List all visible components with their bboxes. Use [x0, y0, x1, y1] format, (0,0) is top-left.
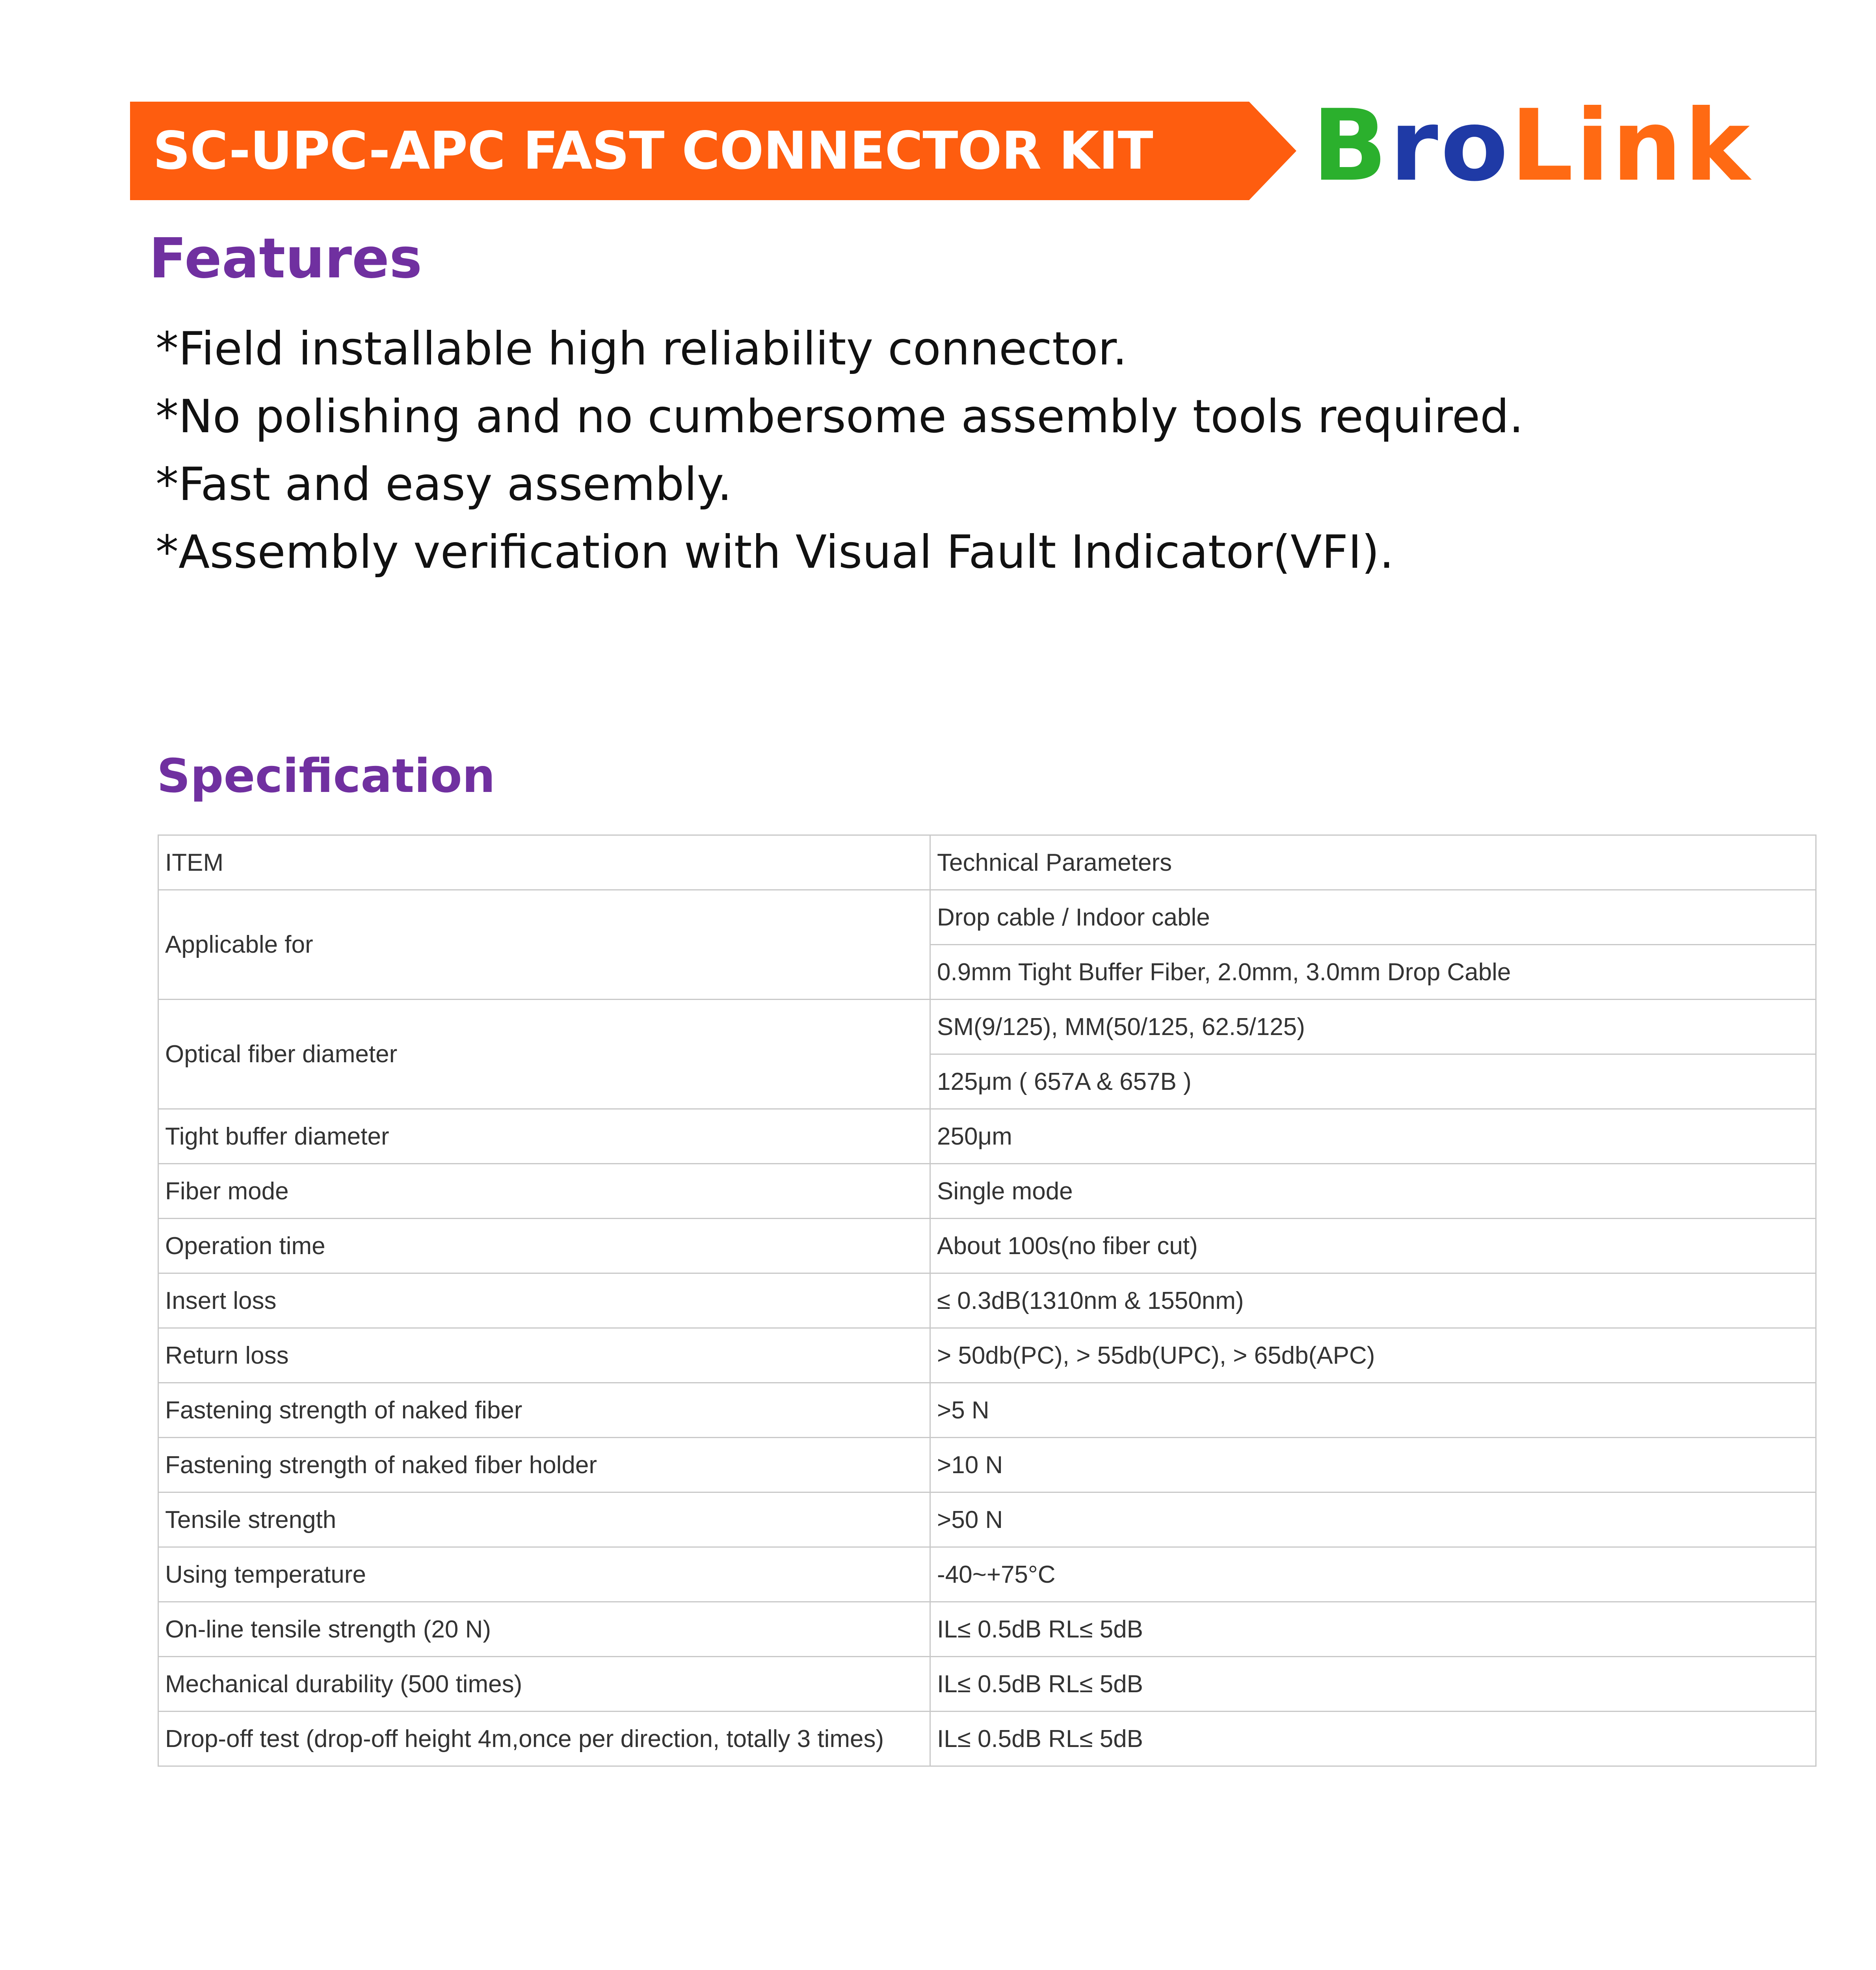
spec-item: Return loss	[158, 1328, 930, 1383]
spec-value: 0.9mm Tight Buffer Fiber, 2.0mm, 3.0mm Drop Cable	[930, 945, 1816, 1000]
table-row	[158, 1602, 1816, 1657]
feature-item: *Fast and easy assembly.	[156, 458, 732, 511]
spec-item: Optical fiber diameter	[158, 1000, 930, 1109]
table-row	[158, 1547, 1816, 1602]
features-heading: Features	[149, 227, 422, 291]
table-row	[158, 1219, 1816, 1273]
spec-value: 250μm	[930, 1109, 1816, 1164]
spec-item: Tensile strength	[158, 1492, 930, 1547]
spec-item: Using temperature	[158, 1547, 930, 1602]
spec-value: SM(9/125), MM(50/125, 62.5/125)	[930, 1000, 1816, 1054]
spec-value: >50 N	[930, 1492, 1816, 1547]
spec-item: Fiber mode	[158, 1164, 930, 1219]
spec-value: IL≤ 0.5dB RL≤ 5dB	[930, 1712, 1816, 1766]
table-row	[158, 1000, 1816, 1054]
spec-item: Operation time	[158, 1219, 930, 1273]
table-row	[158, 1383, 1816, 1438]
brolink-logo	[1312, 88, 1757, 203]
spec-value: Drop cable / Indoor cable	[930, 890, 1816, 945]
table-row	[158, 1712, 1816, 1766]
spec-value: ≤ 0.3dB(1310nm & 1550nm)	[930, 1273, 1816, 1328]
spec-value: >5 N	[930, 1383, 1816, 1438]
logo-wordmark: BroLink	[1312, 88, 1752, 203]
table-row	[158, 1438, 1816, 1492]
spec-value: -40~+75°C	[930, 1547, 1816, 1602]
spec-value: IL≤ 0.5dB RL≤ 5dB	[930, 1602, 1816, 1657]
table-row	[158, 1657, 1816, 1712]
features-list	[156, 315, 1524, 586]
spec-value: About 100s(no fiber cut)	[930, 1219, 1816, 1273]
spec-value: > 50db(PC), > 55db(UPC), > 65db(APC)	[930, 1328, 1816, 1383]
column-header-item: ITEM	[158, 835, 930, 890]
spec-value: IL≤ 0.5dB RL≤ 5dB	[930, 1657, 1816, 1712]
spec-item: Applicable for	[158, 890, 930, 1000]
column-header-parameters: Technical Parameters	[930, 835, 1816, 890]
table-row	[158, 1273, 1816, 1328]
specification-table	[158, 834, 1817, 1767]
spec-item: On-line tensile strength (20 N)	[158, 1602, 930, 1657]
table-row	[158, 1492, 1816, 1547]
spec-item: Fastening strength of naked fiber holder	[158, 1438, 930, 1492]
spec-value: Single mode	[930, 1164, 1816, 1219]
spec-item: Drop-off test (drop-off height 4m,once per direction, totally 3 times)	[158, 1712, 930, 1766]
table-header-row	[158, 835, 1816, 890]
table-row	[158, 1164, 1816, 1219]
spec-item: Fastening strength of naked fiber	[158, 1383, 930, 1438]
table-row	[158, 1109, 1816, 1164]
table-row	[158, 890, 1816, 945]
document-title: SC-UPC-APC FAST CONNECTOR KIT	[153, 121, 1153, 181]
feature-item: *Assembly verification with Visual Fault Indicator(VFI).	[156, 526, 1394, 579]
spec-item: Insert loss	[158, 1273, 930, 1328]
specification-heading: Specification	[157, 749, 495, 803]
feature-item: *Field installable high reliability connector.	[156, 322, 1127, 375]
spec-value: 125μm ( 657A & 657B )	[930, 1054, 1816, 1109]
feature-item: *No polishing and no cumbersome assembly tools required.	[156, 390, 1524, 443]
spec-item: Mechanical durability (500 times)	[158, 1657, 930, 1712]
spec-item: Tight buffer diameter	[158, 1109, 930, 1164]
table-row	[158, 1328, 1816, 1383]
spec-value: >10 N	[930, 1438, 1816, 1492]
